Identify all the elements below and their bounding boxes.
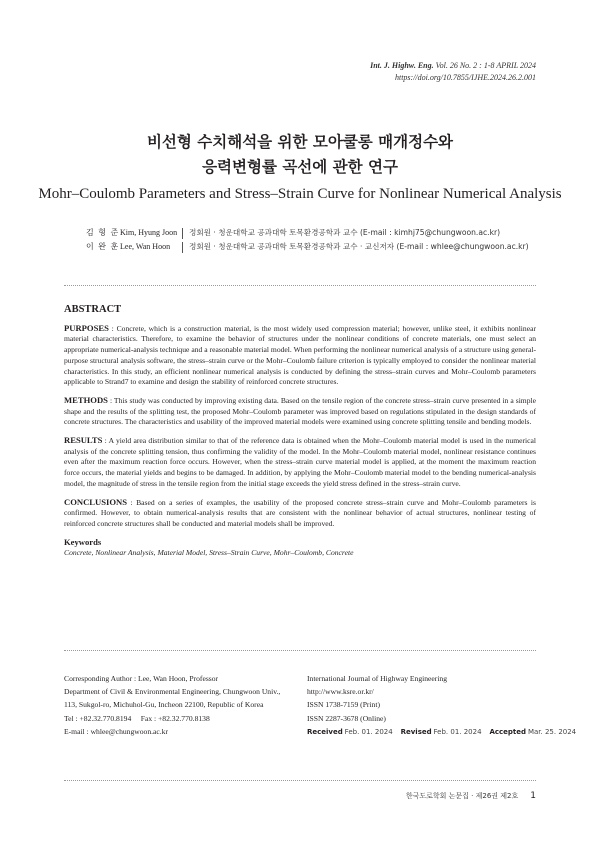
corr-line: E-mail : whlee@chungwoon.ac.kr bbox=[64, 726, 168, 736]
corr-line: Tel : +82.32.770.8194 Fax : +82.32.770.8138 bbox=[64, 713, 210, 723]
author-list bbox=[86, 226, 529, 254]
received-date: Feb. 01. 2024 bbox=[344, 727, 393, 736]
keywords-list: Concrete, Nonlinear Analysis, Material Model, Stress–Strain Curve, Mohr–Coulomb, Concrete bbox=[64, 548, 354, 558]
results-text: : A yield area distribution similar to that of the reference data is obtained when the Mohr–Coulomb material model is used in the numerical analysis of the concrete splitting tension, thus confirming the validity of the model. In the Mohr–Coulomb material model, nonlinear resistance continues even after the maximum reaction force occurs. However, when the stress–strain curve material model is applied, at the moment the maximum reaction force occurs, the material yields and begins to be damaged. In addition, by applying the Mohr–Coulomb material model to the bending numerical-analysis model, the magnitude of stress in the tensile region from the initial stage exceeds the yield stress defined in the stress–strain curve. bbox=[64, 436, 536, 488]
journal-info bbox=[370, 60, 536, 84]
author-name-english: Kim, Hyung Joon bbox=[120, 228, 178, 237]
author-separator bbox=[182, 228, 183, 239]
accepted-label: Accepted bbox=[489, 727, 527, 736]
author-row bbox=[86, 226, 529, 240]
corr-line: Corresponding Author : Lee, Wan Hoon, Professor bbox=[64, 674, 219, 683]
journal-name: Int. J. Highw. Eng. bbox=[370, 61, 434, 70]
footer-divider bbox=[64, 780, 536, 781]
abstract-methods bbox=[64, 395, 536, 428]
page-footer bbox=[406, 791, 536, 801]
abstract-heading: ABSTRACT bbox=[64, 304, 122, 315]
page-number: 1 bbox=[530, 791, 536, 801]
conclusions-text: : Based on a series of examples, the usability of the proposed concrete stress–strain curve and Mohr–Coulomb parameters is confirmed. However, to obtain numerical-analysis results that are consistent with the nonlinear behavior of actual structures, nonlinear testing of reinforced concrete structures shall be conducted and material models shall be improved. bbox=[64, 497, 536, 528]
author-separator bbox=[182, 242, 183, 253]
pub-dates bbox=[307, 725, 582, 739]
purposes-text: : Concrete, which is a construction material, is the most widely used compression material; however, unlike steel, it exhibits nonlinear material characteristics. Therefore, to examine the behavior of structures under the nonlinear conditions of concrete materials, one must select an appropriate numerical-analysis technique and a reasonable material model. When performing the nonlinear numerical analysis of a structure using general-purpose structural analysis software, the stress–strain curve or the Mohr–Coulomb failure criterion is typically employed to consider the nonlinear material characteristics. In this study, an efficient nonlinear numerical analysis is conducted by defining the stress–strain curves and Mohr–Coulomb parameters applicable to Strand7 to examine and design the stability of reinforced concrete structures. bbox=[64, 323, 536, 387]
purposes-label: PURPOSES bbox=[64, 322, 109, 333]
abstract-divider bbox=[64, 650, 536, 651]
corr-line: 113, Sukgol-ro, Michuhol-Gu, Incheon 22100, Republic of Korea bbox=[64, 700, 264, 710]
abstract-purposes bbox=[64, 323, 536, 388]
journal-issue: Vol. 26 No. 2 : 1-8 APRIL 2024 bbox=[435, 61, 536, 70]
keywords-heading: Keywords bbox=[64, 536, 102, 547]
footer-journal: 한국도로학회 논문집 · 제26권 제2호 bbox=[405, 792, 519, 800]
methods-text: : This study was conducted by improving existing data. Based on the tensile region of the concrete stress–strain curve presented in a simple shape and the results of the splitting test, the proposed Mohr–Coulomb parameter was improved based on regulations stipulated in the design standards of concrete structures. The characteristics and usability of the improved material models were examined using concrete splitting tensile and bending models. bbox=[64, 395, 536, 427]
results-label: RESULTS bbox=[64, 435, 103, 446]
header-divider bbox=[64, 285, 536, 286]
conclusions-label: CONCLUSIONS bbox=[64, 496, 128, 507]
abstract-conclusions bbox=[64, 497, 536, 530]
corr-line: Department of Civil & Environmental Engineering, Chungwoon Univ., bbox=[64, 687, 281, 697]
author-name-korean: 이 완 훈 bbox=[86, 242, 120, 251]
title-korean-line1: 비선형 수치해석을 위한 모아쿨롱 매개정수와 bbox=[146, 133, 454, 151]
author-name-korean: 김 형 준 bbox=[86, 228, 120, 237]
methods-label: METHODS bbox=[64, 394, 108, 405]
corresponding-author-block bbox=[64, 672, 280, 738]
author-affiliation: 정회원 · 청운대학교 공과대학 토목환경공학과 교수 (E-mail : kimhj75@chungwoon.ac.kr) bbox=[189, 228, 501, 237]
pub-journal: International Journal of Highway Engineering bbox=[307, 674, 448, 683]
received-label: Received bbox=[307, 727, 343, 736]
pub-issn-online: ISSN 2287-3678 (Online) bbox=[307, 713, 386, 723]
revised-label: Revised bbox=[400, 727, 432, 736]
journal-doi: https://doi.org/10.7855/IJHE.2024.26.2.001 bbox=[394, 73, 536, 82]
author-name-english: Lee, Wan Hoon bbox=[120, 242, 171, 251]
revised-date: Feb. 01. 2024 bbox=[433, 727, 482, 736]
author-row bbox=[86, 240, 529, 254]
pub-issn-print: ISSN 1738-7159 (Print) bbox=[307, 700, 380, 710]
abstract-results bbox=[64, 435, 536, 490]
accepted-date: Mar. 25. 2024 bbox=[527, 727, 577, 736]
title-korean-line2: 응력변형률 곡선에 관한 연구 bbox=[202, 158, 398, 176]
pub-url: http://www.ksre.or.kr/ bbox=[307, 687, 374, 697]
author-affiliation: 정회원 · 청운대학교 공과대학 토목환경공학과 교수 · 교신저자 (E-mail : whlee@chungwoon.ac.kr) bbox=[189, 242, 529, 251]
abstract-section bbox=[64, 305, 536, 559]
title-english: Mohr–Coulomb Parameters and Stress–Strain Curve for Nonlinear Numerical Analysis bbox=[38, 186, 562, 202]
publication-info-block bbox=[307, 672, 582, 739]
